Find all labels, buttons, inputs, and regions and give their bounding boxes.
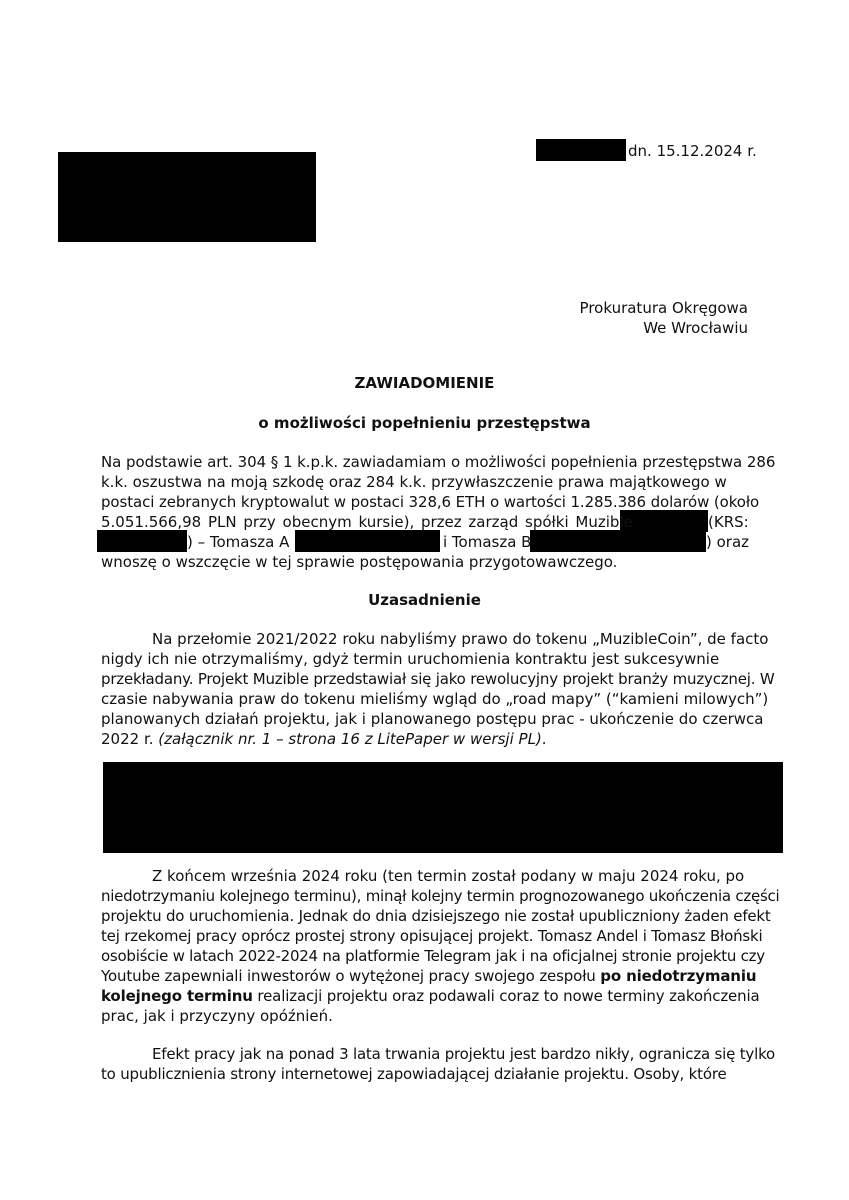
p1-line-1: Na przełomie 2021/2022 roku nabyliśmy prawo do tokenu „MuzibleCoin”, de facto [152,630,769,648]
p1-line-5: planowanych działań projektu, jak i planowanego postępu prac - ukończenie do czerwca [101,710,764,728]
intro-line-4b: (KRS: [708,513,749,531]
redaction-box-place [536,139,626,161]
p2-line-7-text: realizacji projektu oraz podawali coraz to nowe terminy zakończenia [252,987,760,1005]
redaction-box-company [620,510,708,532]
p2-line-3: projektu do uruchomienia. Jednak do dnia dzisiejszego nie został upubliczniony żaden efekt [101,907,771,925]
p2-line-6 [101,966,756,986]
intro-line-5a: ) – Tomasza A [187,533,290,551]
document-date: dn. 15.12.2024 r. [628,142,757,160]
p2-line-2: niedotrzymaniu kolejnego terminu), minął kolejny termin prognozowanego ukończenia części [101,887,780,905]
p2-line-4: tej rzekomej pracy oprócz prostej strony opisującej projekt. Tomasz Andel i Tomasz Błoński [101,927,763,945]
document-title: ZAWIADOMIENIE [354,374,495,392]
p1-line-3: przekładany. Projekt Muzible przedstawiał się jako rewolucyjny projekt branży muzycznej. W [101,670,775,688]
intro-line-3: postaci zebranych kryptowalut w postaci 328,6 ETH o wartości 1.285.386 dolarów (około [101,493,760,511]
p2-line-6-text: Youtube zapewniali inwestorów o wytężonej pracy swojego zespołu [101,967,601,985]
intro-line-6: wnoszę o wszczęcie w tej sprawie postępowania przygotowawczego. [101,553,618,571]
intro-line-2: k.k. oszustwa na moją szkodę oraz 284 k.k. przywłaszczenie prawa majątkowego w [101,473,727,491]
p3-line-1: Efekt pracy jak na ponad 3 lata trwania projektu jest bardzo nikły, ogranicza się tylko [152,1045,775,1063]
p1-line-4: czasie nabywania praw do tokenu mieliśmy wgląd do „road mapy” (“kamieni milowych”) [101,690,769,708]
p1-line-6 [101,729,547,749]
p2-line-1: Z końcem września 2024 roku (ten termin został podany w maju 2024 roku, po [152,867,745,885]
redaction-box-large [103,762,783,853]
document-subtitle: o możliwości popełnieniu przestępstwa [258,414,591,432]
intro-line-1: Na podstawie art. 304 § 1 k.p.k. zawiadamiam o możliwości popełnienia przestępstwa 286 [101,453,776,471]
p2-line-8: prac, jak i przyczyny opóźnień. [101,1007,333,1025]
addressee-line-1: Prokuratura Okręgowa [579,299,748,317]
intro-line-4a: 5.051.566,98 PLN przy obecnym kursie), przez zarząd spółki Muzible [101,513,633,531]
intro-line-5c: ) oraz [706,533,750,551]
p1-line-2: nigdy ich nie otrzymaliśmy, gdyż termin uruchomienia kontraktu jest sukcesywnie [101,650,720,668]
intro-line-5b: i Tomasza B [443,533,532,551]
p1-line-6-end: . [541,730,547,748]
addressee-line-2: We Wrocławiu [643,319,748,337]
redaction-box-sender [58,152,316,242]
section-title: Uzasadnienie [368,591,481,609]
p3-line-2: to upublicznienia strony internetowej zapowiadającej działanie projektu. Osoby, które [101,1065,727,1083]
redaction-box-name-a [295,530,440,552]
p2-line-5: osobiście w latach 2022-2024 na platformie Telegram jak i na oficjalnej stronie projektu czy [101,947,765,965]
attachment-reference: (załącznik nr. 1 – strona 16 z LitePaper w wersji PL) [158,730,542,748]
redaction-box-name-b [530,530,706,552]
redaction-box-krs [97,530,187,552]
p2-line-6-bold: po niedotrzymaniu [600,967,757,985]
p2-line-7 [101,986,760,1006]
p1-line-6-text: 2022 r. [101,730,159,748]
p2-line-7-bold: kolejnego terminu [101,987,253,1005]
